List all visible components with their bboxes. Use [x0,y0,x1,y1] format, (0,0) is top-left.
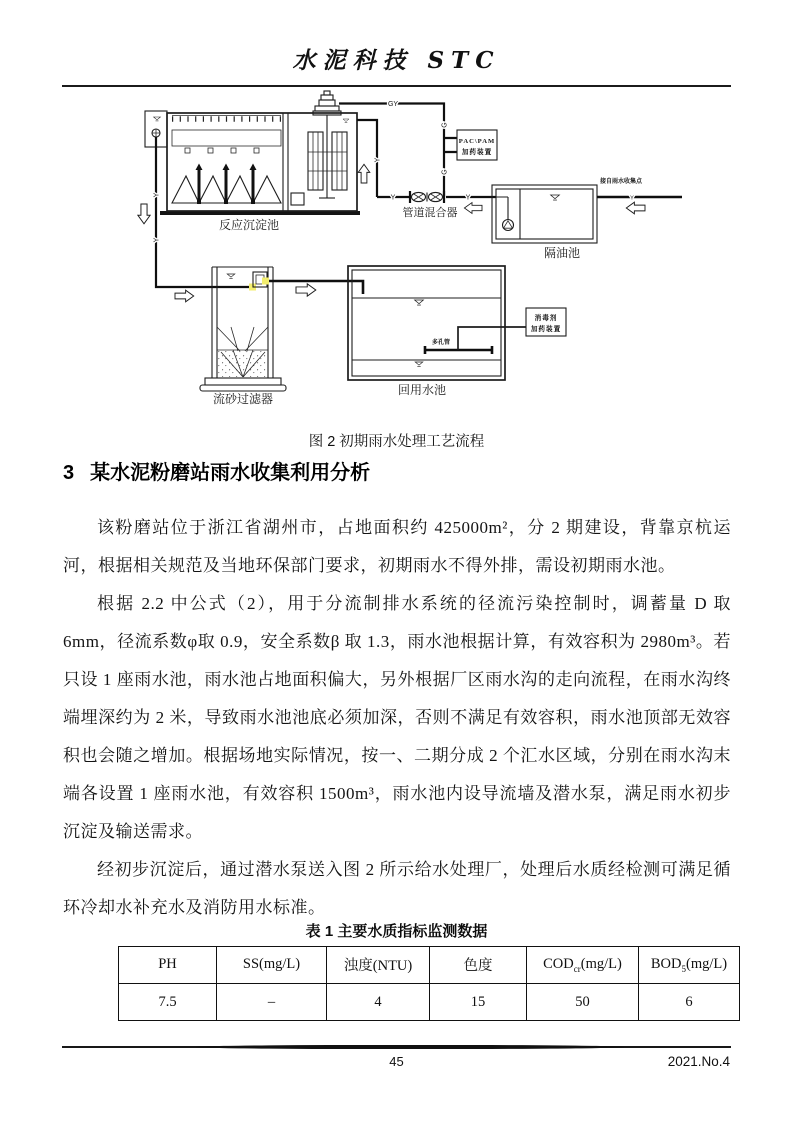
reuse-tank-label: 回用水池 [397,383,447,397]
header-rule [62,85,731,87]
hopper-drain-pipes [196,164,257,205]
pipe-label-y: Y [153,237,161,243]
flow-arrow-up [358,164,370,183]
reuse-water-tank [348,266,566,397]
table-value-cell: 4 [327,984,430,1021]
pipe-label-y: Y [374,157,382,163]
flow-arrow-right [175,290,194,302]
pipe-junction-highlight [262,278,269,285]
mixer [291,91,349,205]
sand-filter-label: 流砂过滤器 [212,392,274,406]
pipe-mixer [377,191,496,219]
pipe-mixer-label: 管道混合器 [402,207,458,219]
table-value-cell: 50 [527,984,639,1021]
pipe-label-g: G [441,169,449,175]
table-header-cell: 色度 [430,947,527,984]
pipe-label-y: Y [465,194,471,202]
table-value-cell: 15 [430,984,527,1021]
table-value-cell: – [217,984,327,1021]
table-header-row [119,947,740,984]
disinfectant-label2: 加药装置 [530,326,562,333]
table-caption: 表 1 主要水质指标监测数据 [305,923,488,940]
table-value-cell: 6 [639,984,740,1021]
flow-arrow-left [626,202,645,214]
inlet-note-label: 接自雨水收集点 [599,179,643,185]
table-header-cell: PH [119,947,217,984]
flow-arrow-down [138,204,150,224]
page-number: 45 [389,1054,404,1069]
table-header-cell: 浊度(NTU) [327,947,430,984]
paragraph: 根据 2.2 中公式（2），用于分流制排水系统的径流污染控制时，调蓄量 D 取 6mm，径流系数φ取 0.9，安全系数β 取 1.3，雨水池根据计算，有效容积为 2980m³。若只设 1 座雨水池，雨水池占地面积偏大，另外根据厂区雨水沟的走向流程，在雨水沟终端埋深约为 2 米，导致雨水池池底必须加深，否则不满足有效容积，雨水池顶部无效容积也会随之增加。根据场地实际情况，按一、二期分成 2 个汇水区域，分别在雨水沟末端各设置 1 座雨水池，有效容积 1500m³，雨水池内设导流墙及潜水泵，满足雨水初步沉淀及输送需求。 [63,594,731,841]
pac-pam-label: PAC\PAM [458,138,496,145]
table-value-row [119,984,740,1021]
process-flow-diagram [130,88,715,433]
disinfectant-dosing-box [526,308,566,336]
table-header-cell: $BOD_5(mg/L)$ [639,947,740,984]
table-header-cell: SS(mg/L) [217,947,327,984]
dosing-piping [339,101,497,197]
flow-arrow-right [296,284,316,296]
pac-pam-dosing-box [457,130,497,160]
section-heading [63,456,370,485]
reaction-tank-label: 反应沉淀池 [218,218,280,232]
oil-separator-tank [492,177,682,260]
section-title: 某水泥粉磨站雨水收集利用分析 [90,462,371,484]
paragraph: 该粉磨站位于浙江省湖州市，占地面积约 425000m²，分 2 期建设，背靠京杭运河，根据相关规范及当地环保部门要求，初期雨水不得外排，需设初期雨水池。 [63,518,731,575]
issue-label: 2021.No.4 [667,1054,730,1069]
section-number: 3 [63,462,75,484]
table-header-cell: $COD_{cr}(mg/L)$ [527,947,639,984]
figure-caption: 图 2 初期雨水处理工艺流程 [308,434,485,450]
reaction-sedimentation-tank [145,91,360,232]
oil-separator-label: 隔油池 [543,246,581,260]
journal-title: 水泥科技 STC [292,47,501,74]
footer-rule [62,1046,731,1048]
water-quality-table [118,946,740,1021]
flow-arrow-left [464,203,482,214]
paragraph: 经初步沉淀后，通过潜水泵送入图 2 所示给水处理厂，处理后水质经检测可满足循环冷却水补充水及消防用水标准。 [63,860,731,917]
pipe-label-y: Y [153,192,161,198]
table-value-cell: 7.5 [119,984,217,1021]
pipe-label-y: Y [630,195,634,202]
disinfectant-label: 消毒剂 [534,315,558,322]
pipe-label-gy: GY [387,101,399,108]
pipe-label-y: Y [390,194,396,202]
pac-pam-label2: 加药装置 [461,149,493,156]
pipe-label-g: G [441,122,449,128]
porous-pipe-label: 多孔管 [431,340,451,346]
